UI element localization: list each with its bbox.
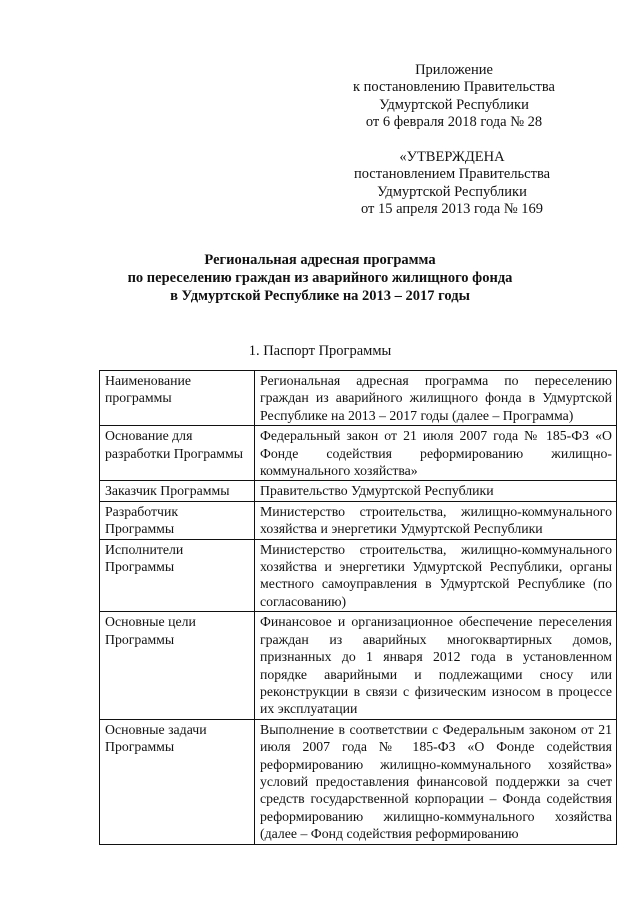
table-row — [100, 371, 617, 426]
approval-block — [320, 149, 584, 219]
appendix-line: от 6 февраля 2018 года № 28 — [365, 114, 543, 131]
row-value: Министерство строительства, жилищно-коммунального хозяйства и энергетики Удмуртской Республики, органы местного самоуправления в Удмуртской Республике (по согласованию) — [255, 539, 617, 612]
table-row — [100, 501, 617, 539]
approval-line: «УТВЕРЖДЕНА — [399, 149, 505, 165]
table-row — [100, 539, 617, 612]
row-value: Правительство Удмуртской Республики — [255, 481, 617, 501]
table-row — [100, 719, 617, 844]
row-value: Финансовое и организационное обеспечение переселения граждан из аварийных многоквартирных домов, признанных до 1 января 2012 года в установленном порядке аварийными и подлежащими сносу или реконструкции в связи с физическим износом в процессе их эксплуатации — [255, 612, 617, 719]
appendix-line: Удмуртской Республики — [379, 96, 529, 113]
appendix-line: к постановлению Правительства — [353, 79, 555, 96]
appendix-block — [330, 62, 578, 132]
approval-line: от 15 апреля 2013 года № 169 — [360, 201, 544, 218]
title-line: в Удмуртской Республике на 2013 – 2017 годы — [170, 288, 470, 305]
approval-line: Удмуртской Республики — [377, 183, 527, 200]
row-label: Наименование программы — [100, 371, 255, 426]
row-label: Заказчик Программы — [100, 481, 255, 501]
row-value: Федеральный закон от 21 июля 2007 года № 185-ФЗ «О Фонде содействия реформированию жилищно-коммунального хозяйства» — [255, 426, 617, 481]
row-label: Основание для разработки Программы — [100, 426, 255, 481]
passport-table — [99, 370, 617, 845]
table-row — [100, 426, 617, 481]
appendix-line: Приложение — [415, 62, 493, 78]
row-label: Исполнители Программы — [100, 539, 255, 612]
row-label: Основные цели Программы — [100, 612, 255, 719]
document-title — [0, 251, 640, 306]
table-row — [100, 612, 617, 719]
row-value: Выполнение в соответствии с Федеральным законом от 21 июля 2007 года № 185-ФЗ «О Фонде содействия реформированию жилищно-коммунального хозяйства» условий предоставления финансовой поддержки за счет средств государственной корпорации – Фонда содействия реформированию жилищно-коммунального хозяйства (далее – Фонд содействия реформированию — [255, 719, 617, 844]
row-label: Основные задачи Программы — [100, 719, 255, 844]
title-line: по переселению граждан из аварийного жилищного фонда — [127, 270, 513, 287]
row-label: Разработчик Программы — [100, 501, 255, 539]
section-heading: 1. Паспорт Программы — [248, 343, 392, 359]
table-row — [100, 481, 617, 501]
approval-line: постановлением Правительства — [353, 166, 551, 183]
title-line: Региональная адресная программа — [204, 252, 436, 268]
row-value: Министерство строительства, жилищно-коммунального хозяйства и энергетики Удмуртской Республики — [255, 501, 617, 539]
row-value: Региональная адресная программа по переселению граждан из аварийного жилищного фонда в Удмуртской Республике на 2013 – 2017 годы (далее – Программа) — [255, 371, 617, 426]
